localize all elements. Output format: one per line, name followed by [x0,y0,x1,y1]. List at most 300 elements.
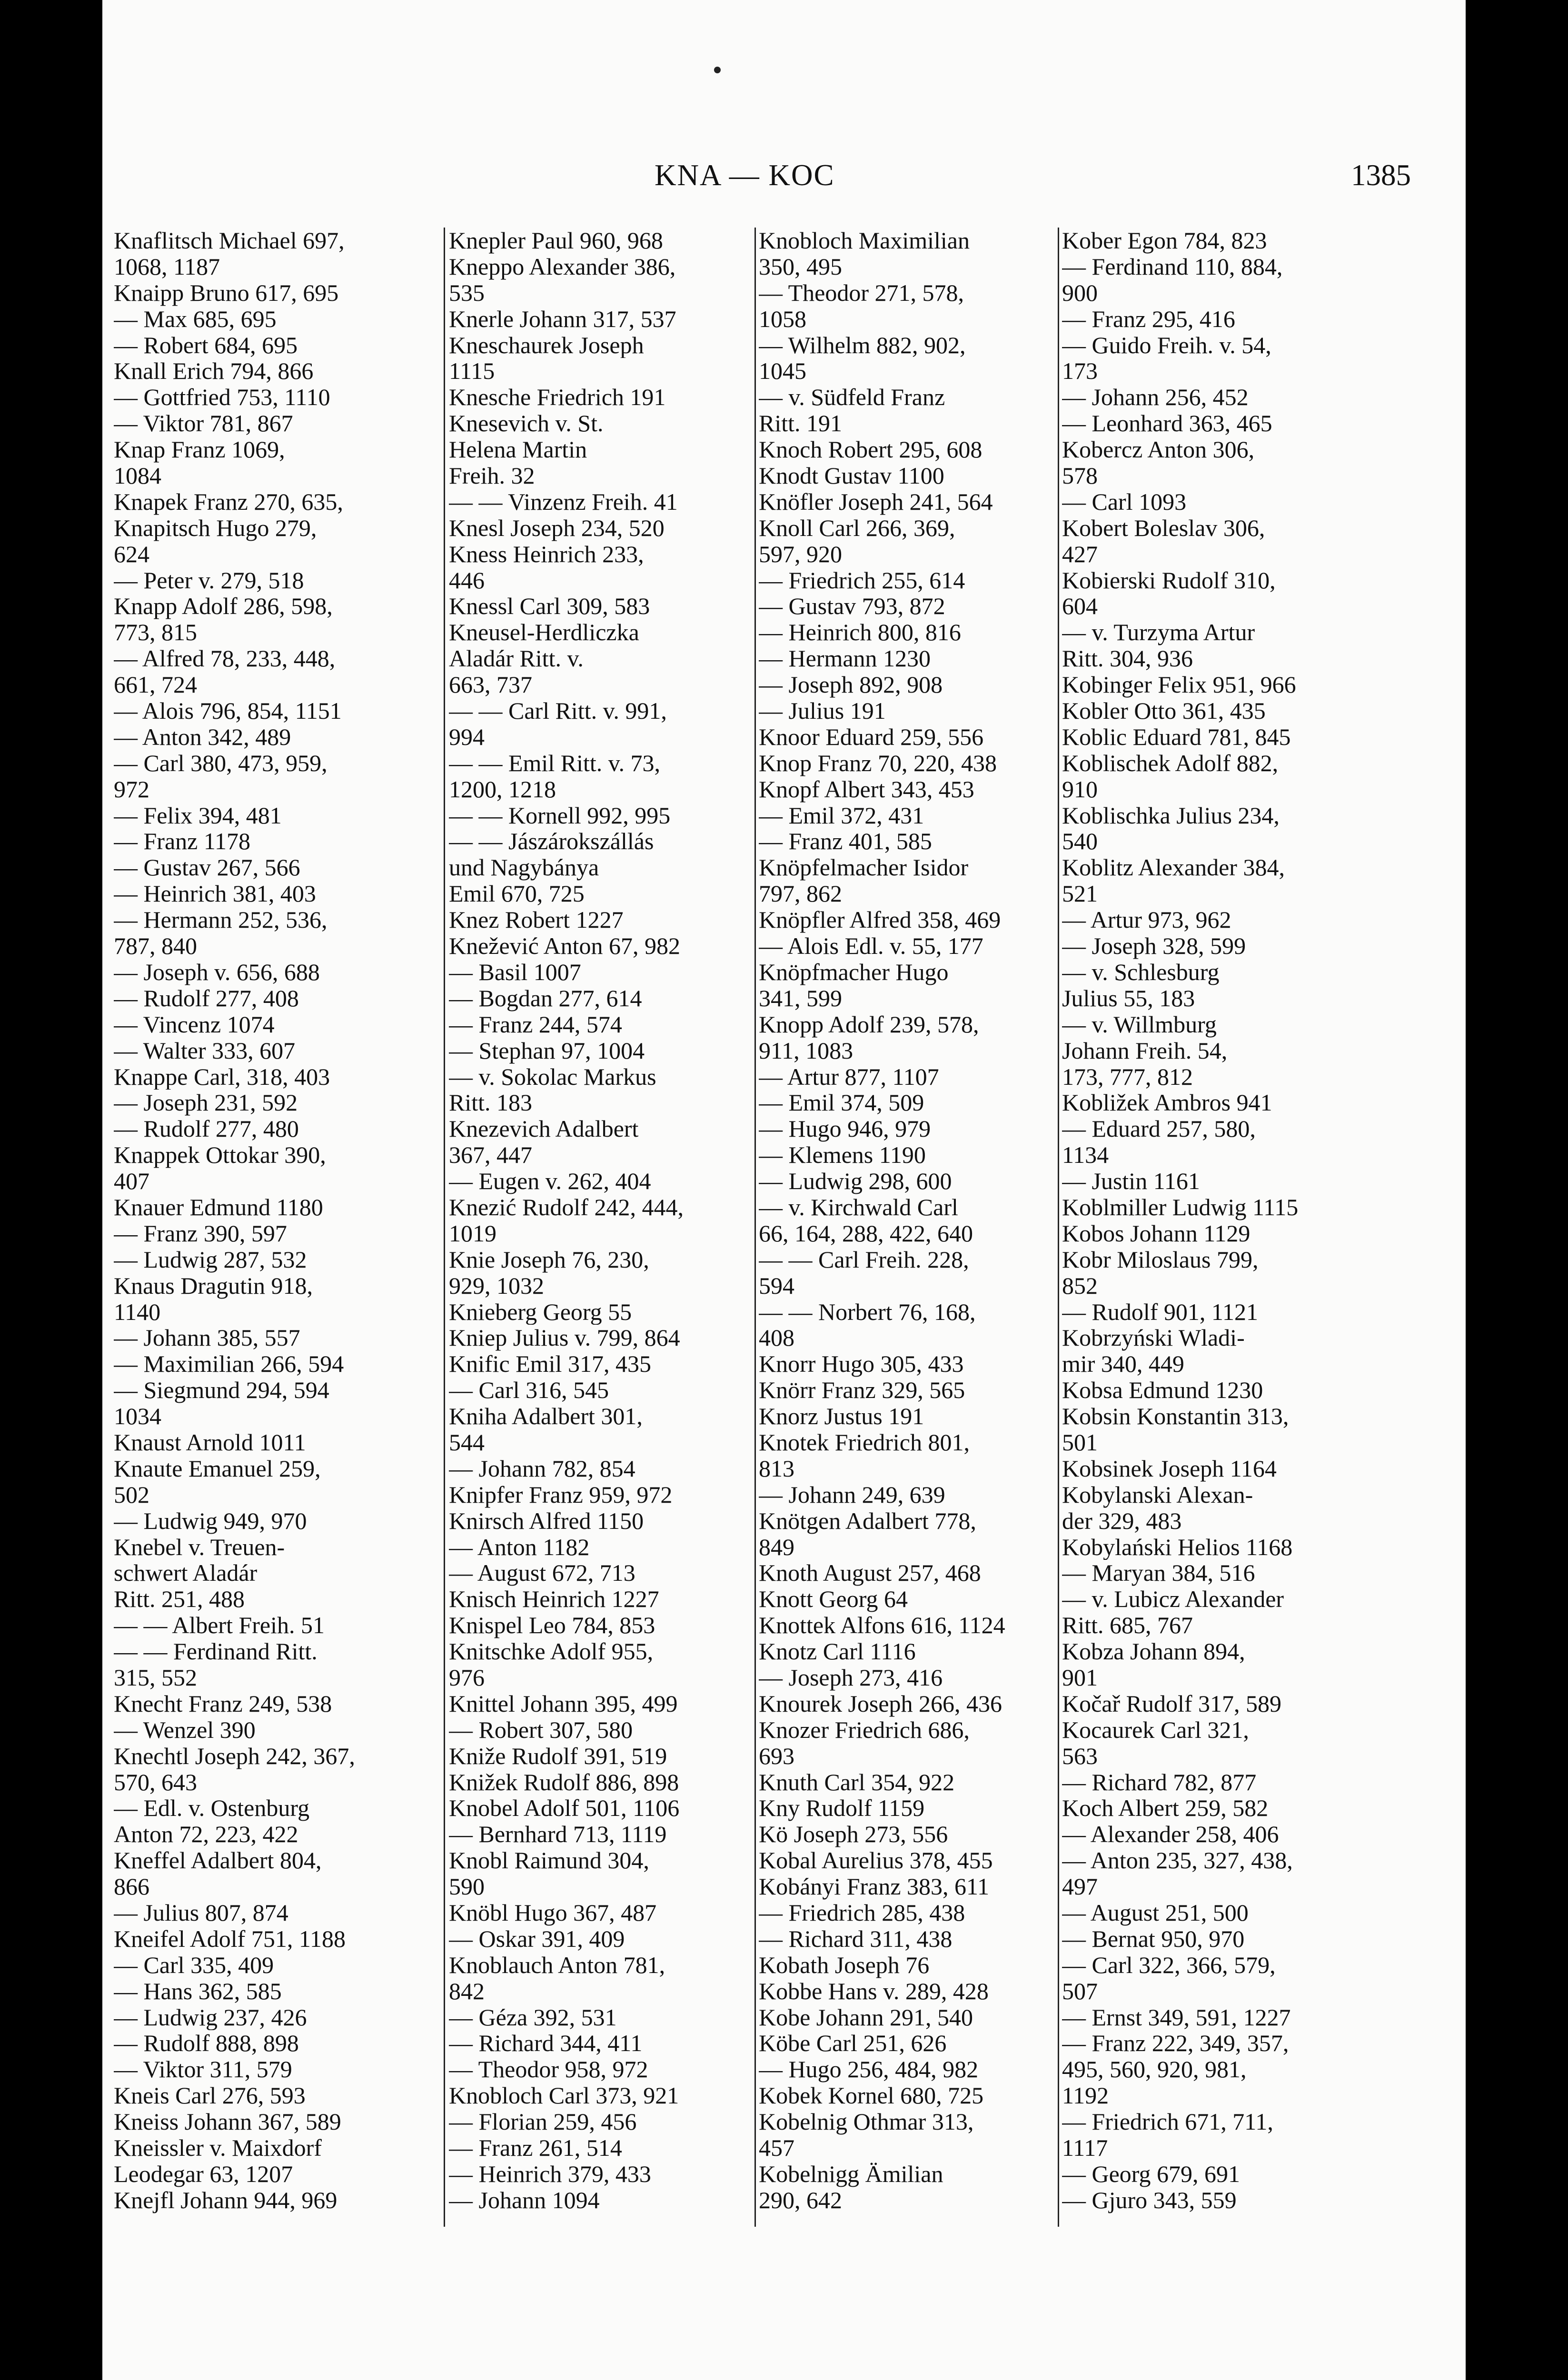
index-entry-line: 540 [1062,828,1098,855]
index-entry-line: 797, 862 [759,881,842,907]
index-entry-line: Knotek Friedrich 801, [759,1429,970,1456]
index-entry-line: — Edl. v. Ostenburg [114,1795,310,1822]
index-entry-line: — Carl 335, 409 [114,1952,274,1978]
index-entry-line: — Gjuro 343, 559 [1062,2187,1237,2213]
index-entry-line: — Wenzel 390 [114,1716,256,1743]
index-entry-line: Knall Erich 794, 866 [114,358,314,385]
index-entry-line: — v. Turzyma Artur [1062,619,1255,646]
index-entry-line: 852 [1062,1272,1098,1299]
index-entry-line: 910 [1062,776,1098,803]
index-entry-line: — Julius 807, 874 [114,1900,288,1926]
index-entry-line: — Alexander 258, 406 [1062,1821,1279,1848]
index-entry-line: Kneschaurek Joseph [449,332,644,358]
index-entry-line: Knappe Carl, 318, 403 [114,1063,330,1090]
index-entry-line: Kobza Johann 894, [1062,1638,1245,1665]
index-entry-line: 578 [1062,463,1098,489]
index-entry-line: Kobsin Konstantin 313, [1062,1403,1289,1429]
index-entry-line: 521 [1062,881,1098,907]
index-entry-line: — Richard 782, 877 [1062,1769,1257,1795]
index-entry-line: — Hugo 946, 979 [759,1116,931,1142]
index-entry-line: — Stephan 97, 1004 [449,1037,645,1064]
index-entry-line: — Franz 401, 585 [759,828,932,855]
index-entry-line: 173, 777, 812 [1062,1063,1193,1090]
index-entry-line: 972 [114,776,149,803]
index-entry-line: 842 [449,1978,485,2004]
index-column-4 [1062,228,1367,2213]
column-divider [754,228,756,2227]
index-entry-line: — Felix 394, 481 [114,802,282,829]
index-entry-line: 66, 164, 288, 422, 640 [759,1220,973,1247]
index-entry-line: Knapp Adolf 286, 598, [114,593,333,620]
index-entry-line: — Friedrich 671, 711, [1062,2109,1273,2135]
index-entry-line: Koblic Eduard 781, 845 [1062,724,1291,750]
index-entry-line: 1084 [114,463,161,489]
index-entry-line: Kobelnigg Ämilian [759,2161,943,2187]
index-entry-line: 900 [1062,279,1098,306]
index-entry-line: Knourek Joseph 266, 436 [759,1690,1002,1717]
index-entry-line: Ritt. 685, 767 [1062,1612,1193,1639]
index-entry-line: Knaipp Bruno 617, 695 [114,279,339,306]
index-entry-line: — Siegmund 294, 594 [114,1377,329,1404]
index-entry-line: Kobbe Hans v. 289, 428 [759,1978,989,2004]
column-divider [1058,228,1059,2227]
index-entry-line: Kočař Rudolf 317, 589 [1062,1690,1282,1717]
index-entry-line: — Julius 191 [759,698,886,724]
index-entry-line: Knezevich Adalbert [449,1116,639,1142]
index-entry-line: — Joseph 231, 592 [114,1090,298,1116]
index-entry-line: 1200, 1218 [449,776,556,803]
index-entry-line: — Alfred 78, 233, 448, [114,645,336,672]
index-entry-line: Kocaurek Carl 321, [1062,1716,1249,1743]
index-entry-line: — Walter 333, 607 [114,1037,296,1064]
index-entry-line: 901 [1062,1664,1098,1691]
index-entry-line: Kobsinek Joseph 1164 [1062,1455,1277,1482]
index-entry-line: Kobal Aurelius 378, 455 [759,1847,993,1874]
index-entry-line: Knozer Friedrich 686, [759,1716,970,1743]
index-entry-line: Knessl Carl 309, 583 [449,593,650,620]
index-entry-line: Anton 72, 223, 422 [114,1821,298,1848]
index-entry-line: — Viktor 781, 867 [114,410,293,437]
index-entry-line: 507 [1062,1978,1098,2004]
index-entry-line: — Johann 256, 452 [1062,384,1249,411]
index-entry-line: Helena Martin [449,436,587,463]
index-entry-line: — Carl 316, 545 [449,1377,609,1404]
index-entry-line: — Robert 684, 695 [114,332,298,358]
index-entry-line: 929, 1032 [449,1272,544,1299]
index-entry-line: — Carl 322, 366, 579, [1062,1952,1276,1978]
index-entry-line: Kobath Joseph 76 [759,1952,930,1978]
index-entry-line: — Heinrich 800, 816 [759,619,961,646]
index-entry-line: 849 [759,1534,794,1560]
index-entry-line: Kobinger Felix 951, 966 [1062,672,1296,698]
index-entry-line: — — Norbert 76, 168, [759,1299,976,1325]
index-entry-line: — Carl 1093 [1062,488,1187,515]
index-entry-line: 624 [114,541,149,567]
index-entry-line: Johann Freih. 54, [1062,1037,1228,1064]
index-entry-line: 290, 642 [759,2187,842,2213]
index-entry-line: — Ludwig 287, 532 [114,1246,307,1273]
index-entry-line: — Oskar 391, 409 [449,1925,625,1952]
index-entry-line: Knörr Franz 329, 565 [759,1377,965,1404]
index-entry-line: schwert Aladár [114,1560,258,1587]
index-entry-line: 604 [1062,593,1098,620]
index-entry-line: — Theodor 271, 578, [759,279,964,306]
index-entry-line: Knipfer Franz 959, 972 [449,1481,673,1508]
index-entry-line: Knecht Franz 249, 538 [114,1690,332,1717]
index-entry-line: — v. Kirchwald Carl [759,1194,958,1220]
index-entry-line: Knopp Adolf 239, 578, [759,1011,979,1038]
index-entry-line: 427 [1062,541,1098,567]
index-entry-line: — Johann 1094 [449,2187,600,2213]
index-entry-line: — Richard 344, 411 [449,2030,643,2057]
index-entry-line: — v. Lubicz Alexander [1062,1586,1284,1613]
index-entry-line: — August 251, 500 [1062,1900,1249,1926]
index-entry-line: 570, 643 [114,1769,197,1795]
index-entry-line: Knepler Paul 960, 968 [449,228,663,254]
index-entry-line: — Basil 1007 [449,959,581,985]
index-entry-line: Kobek Kornel 680, 725 [759,2082,984,2109]
index-entry-line: — Heinrich 381, 403 [114,881,316,907]
index-entry-line: — Justin 1161 [1062,1168,1200,1194]
index-entry-line: 502 [114,1481,149,1508]
index-entry-line: Knoth August 257, 468 [759,1560,981,1587]
index-entry-line: Knieberg Georg 55 [449,1299,632,1325]
index-entry-line: Kobylanski Alexan- [1062,1481,1253,1508]
index-entry-line: Aladár Ritt. v. [449,645,584,672]
index-entry-line: Knöpfmacher Hugo [759,959,949,985]
index-entry-line: Knauer Edmund 1180 [114,1194,323,1220]
index-entry-line: 594 [759,1272,794,1299]
index-entry-line: Kobe Johann 291, 540 [759,2004,973,2031]
index-entry-line: 663, 737 [449,672,532,698]
index-entry-line: — Wilhelm 882, 902, [759,332,966,358]
index-entry-line: 1045 [759,358,806,385]
page-title: KNA — KOC [655,159,835,192]
page-number: 1385 [1351,159,1411,192]
index-entry-line: 495, 560, 920, 981, [1062,2056,1247,2083]
index-entry-line: Koblischka Julius 234, [1062,802,1280,829]
index-entry-line: 173 [1062,358,1098,385]
ink-speck [714,67,721,73]
index-entry-line: Kneusel-Herdliczka [449,619,639,646]
index-entry-line: — Artur 973, 962 [1062,907,1231,933]
index-entry-line: — — Albert Freih. 51 [114,1612,325,1639]
index-entry-line: 407 [114,1168,149,1194]
index-entry-line: — Joseph 328, 599 [1062,933,1246,959]
index-entry-line: Kobsa Edmund 1230 [1062,1377,1263,1404]
index-entry-line: — — Kornell 992, 995 [449,802,671,829]
index-entry-line: Kobierski Rudolf 310, [1062,567,1276,594]
index-entry-line: 341, 599 [759,985,842,1012]
index-entry-line: Knodt Gustav 1100 [759,463,944,489]
index-entry-line: 911, 1083 [759,1037,853,1064]
index-entry-line: — Klemens 1190 [759,1142,926,1169]
index-entry-line: Knebel v. Treuen- [114,1534,285,1560]
index-entry-line: — Hermann 252, 536, [114,907,327,933]
index-entry-line: — Emil 374, 509 [759,1090,924,1116]
index-entry-line: 1058 [759,306,806,332]
index-entry-line: Knorz Justus 191 [759,1403,924,1429]
index-entry-line: Knitschke Adolf 955, [449,1638,654,1665]
index-entry-line: 661, 724 [114,672,197,698]
index-entry-line: 787, 840 [114,933,197,959]
index-entry-line: Kness Heinrich 233, [449,541,644,567]
index-entry-line: 866 [114,1874,149,1900]
index-entry-line: Knoch Robert 295, 608 [759,436,982,463]
page-header [102,156,1466,194]
index-entry-line: Knerle Johann 317, 537 [449,306,676,332]
index-entry-line: Knop Franz 70, 220, 438 [759,750,997,776]
index-entry-line: — Maximilian 266, 594 [114,1351,344,1378]
index-entry-line: 408 [759,1325,794,1351]
index-entry-line: — Rudolf 901, 1121 [1062,1299,1259,1325]
index-entry-line: — Eugen v. 262, 404 [449,1168,651,1194]
index-entry-line: Köbe Carl 251, 626 [759,2030,947,2057]
index-entry-line: — Richard 311, 438 [759,1925,953,1952]
index-entry-line: Knobl Raimund 304, [449,1847,649,1874]
index-entry-line: 446 [449,567,485,594]
index-entry-line: Kneppo Alexander 386, [449,253,676,280]
index-entry-line: Koblischek Adolf 882, [1062,750,1279,776]
index-entry-line: — Max 685, 695 [114,306,277,332]
index-entry-line: 590 [449,1874,485,1900]
index-entry-line: der 329, 483 [1062,1507,1182,1534]
index-entry-line: Knotz Carl 1116 [759,1638,916,1665]
index-entry-line: Kobos Johann 1129 [1062,1220,1250,1247]
index-entry-line: — Friedrich 285, 438 [759,1900,965,1926]
index-entry-line: Kobányi Franz 383, 611 [759,1874,990,1900]
index-entry-line: — Franz 295, 416 [1062,306,1235,332]
index-entry-line: Kneissler v. Maixdorf [114,2135,322,2161]
index-entry-line: 1192 [1062,2082,1109,2109]
index-entry-line: Kobrzyński Wladi- [1062,1325,1245,1351]
index-entry-line: — Johann 249, 639 [759,1481,945,1508]
index-entry-line: — Anton 342, 489 [114,724,291,750]
index-entry-line: — Géza 392, 531 [449,2004,617,2031]
index-entry-line: — Franz 222, 349, 357, [1062,2030,1289,2057]
index-entry-line: 597, 920 [759,541,842,567]
index-entry-line: — Artur 877, 1107 [759,1063,939,1090]
index-entry-line: Koblmiller Ludwig 1115 [1062,1194,1299,1220]
index-entry-line: — Hans 362, 585 [114,1978,282,2004]
index-entry-line: — Gottfried 753, 1110 [114,384,330,411]
index-entry-line: Knapek Franz 270, 635, [114,488,343,515]
index-entry-line: 1034 [114,1403,161,1429]
index-entry-line: — Ernst 349, 591, 1227 [1062,2004,1291,2031]
index-entry-line: Kniha Adalbert 301, [449,1403,643,1429]
index-entry-line: Koblitz Alexander 384, [1062,854,1285,881]
index-entry-line: Kneffel Adalbert 804, [114,1847,322,1874]
index-entry-line: Knechtl Joseph 242, 367, [114,1743,355,1769]
index-column-2 [449,228,754,2213]
index-entry-line: — Bogdan 277, 614 [449,985,642,1012]
index-entry-line: 1140 [114,1299,161,1325]
index-entry-line: — Ludwig 237, 426 [114,2004,307,2031]
index-entry-line: Kö Joseph 273, 556 [759,1821,948,1848]
index-entry-line: Koch Albert 259, 582 [1062,1795,1269,1822]
index-entry-line: Knuth Carl 354, 922 [759,1769,955,1795]
index-entry-line: — Viktor 311, 579 [114,2056,292,2083]
index-column-1 [114,228,418,2213]
index-entry-line: 544 [449,1429,485,1456]
index-entry-line: Emil 670, 725 [449,881,585,907]
index-entry-line: — — Ferdinand Ritt. [114,1638,318,1665]
index-entry-line: Knöbl Hugo 367, 487 [449,1900,657,1926]
index-entry-line: — Franz 244, 574 [449,1011,622,1038]
index-entry-line: Knöpfler Alfred 358, 469 [759,907,1001,933]
index-entry-line: — — Jászárokszállás [449,828,654,855]
index-entry-line: — — Carl Freih. 228, [759,1246,969,1273]
index-entry-line: — — Vinzenz Freih. 41 [449,488,678,515]
book-page [102,0,1466,2380]
index-entry-line: — Theodor 958, 972 [449,2056,648,2083]
index-entry-line: Knappek Ottokar 390, [114,1142,326,1169]
index-entry-line: — Georg 679, 691 [1062,2161,1241,2187]
index-entry-line: Knottek Alfons 616, 1124 [759,1612,1005,1639]
index-entry-line: Knorr Hugo 305, 433 [759,1351,964,1378]
index-entry-line: — Hermann 1230 [759,645,931,672]
index-entry-line: 1068, 1187 [114,253,220,280]
index-entry-line: Knöfler Joseph 241, 564 [759,488,993,515]
index-entry-line: Knific Emil 317, 435 [449,1351,651,1378]
index-entry-line: — — Carl Ritt. v. 991, [449,698,667,724]
index-entry-line: Kniže Rudolf 391, 519 [449,1743,667,1769]
index-entry-line: 976 [449,1664,485,1691]
index-entry-line: — Robert 307, 580 [449,1716,633,1743]
index-entry-line: Knižek Rudolf 886, 898 [449,1769,679,1795]
index-entry-line: Knezić Rudolf 242, 444, [449,1194,684,1220]
index-entry-line: Knoll Carl 266, 369, [759,515,955,541]
column-divider [444,228,445,2227]
index-entry-line: 535 [449,279,485,306]
index-entry-line: — Gustav 793, 872 [759,593,945,620]
index-entry-line: — Gustav 267, 566 [114,854,300,881]
index-entry-line: — August 672, 713 [449,1560,635,1587]
index-entry-line: — Vincenz 1074 [114,1011,275,1038]
index-entry-line: Knaflitsch Michael 697, [114,228,345,254]
index-entry-line: — Hugo 256, 484, 982 [759,2056,979,2083]
index-entry-line: — v. Schlesburg [1062,959,1220,985]
index-entry-line: Knesl Joseph 234, 520 [449,515,665,541]
index-entry-line: — Bernat 950, 970 [1062,1925,1245,1952]
index-entry-line: — Rudolf 888, 898 [114,2030,299,2057]
index-entry-line: 563 [1062,1743,1098,1769]
index-entry-line: Leodegar 63, 1207 [114,2161,293,2187]
index-entry-line: Knie Joseph 76, 230, [449,1246,649,1273]
index-entry-line: Kny Rudolf 1159 [759,1795,925,1822]
index-entry-line: Kobercz Anton 306, [1062,436,1255,463]
index-entry-line: — Franz 261, 514 [449,2135,622,2161]
index-entry-line: Kobler Otto 361, 435 [1062,698,1266,724]
index-entry-line: — Anton 1182 [449,1534,590,1560]
index-entry-line: Ritt. 191 [759,410,843,437]
index-entry-line: — Joseph v. 656, 688 [114,959,320,985]
index-entry-line: — v. Willmburg [1062,1011,1217,1038]
index-entry-line: Knežević Anton 67, 982 [449,933,681,959]
index-entry-line: 1134 [1062,1142,1109,1169]
index-entry-line: — Joseph 273, 416 [759,1664,943,1691]
index-entry-line: — Joseph 892, 908 [759,672,943,698]
index-entry-line: Knaust Arnold 1011 [114,1429,306,1456]
index-entry-line: — Emil 372, 431 [759,802,924,829]
index-entry-line: — Franz 390, 597 [114,1220,287,1247]
index-entry-line: Knobel Adolf 501, 1106 [449,1795,680,1822]
index-entry-line: — Bernhard 713, 1119 [449,1821,667,1848]
index-entry-line: Knopf Albert 343, 453 [759,776,974,803]
index-entry-line: Knaus Dragutin 918, [114,1272,313,1299]
index-entry-line: Kobelnig Othmar 313, [759,2109,974,2135]
index-entry-line: — Ludwig 949, 970 [114,1507,307,1534]
index-entry-line: Knesche Friedrich 191 [449,384,666,411]
index-entry-line: — Friedrich 255, 614 [759,567,965,594]
index-entry-line: Knez Robert 1227 [449,907,624,933]
index-entry-line: Knesevich v. St. [449,410,604,437]
index-entry-line: Ritt. 304, 936 [1062,645,1193,672]
index-entry-line: 813 [759,1455,794,1482]
index-entry-line: Knobloch Maximilian [759,228,970,254]
index-entry-line: — Rudolf 277, 480 [114,1116,299,1142]
index-entry-line: — Carl 380, 473, 959, [114,750,327,776]
index-entry-line: — Peter v. 279, 518 [114,567,304,594]
index-entry-line: — Franz 1178 [114,828,250,855]
index-entry-line: — Eduard 257, 580, [1062,1116,1256,1142]
index-entry-line: Kobližek Ambros 941 [1062,1090,1272,1116]
index-entry-line: Kneiss Johann 367, 589 [114,2109,341,2135]
index-entry-line: 367, 447 [449,1142,532,1169]
index-entry-line: 1115 [449,358,495,385]
index-entry-line: — Ferdinand 110, 884, [1062,253,1283,280]
index-entry-line: — v. Südfeld Franz [759,384,945,411]
index-entry-line: Knott Georg 64 [759,1586,908,1613]
index-entry-line: 994 [449,724,485,750]
index-entry-line: mir 340, 449 [1062,1351,1184,1378]
index-entry-line: Knirsch Alfred 1150 [449,1507,644,1534]
index-entry-line: Kobylański Helios 1168 [1062,1534,1293,1560]
index-entry-line: Knobloch Carl 373, 921 [449,2082,679,2109]
index-entry-line: Knoor Eduard 259, 556 [759,724,984,750]
index-entry-line: Kobr Miloslaus 799, [1062,1246,1259,1273]
index-entry-line: Kober Egon 784, 823 [1062,228,1267,254]
index-entry-line: 773, 815 [114,619,197,646]
index-entry-line: — Leonhard 363, 465 [1062,410,1272,437]
index-entry-line: — Rudolf 277, 408 [114,985,299,1012]
index-column-3 [759,228,1063,2213]
index-entry-line: Kobert Boleslav 306, [1062,515,1265,541]
index-entry-line: Knap Franz 1069, [114,436,285,463]
index-entry-line: — — Emil Ritt. v. 73, [449,750,660,776]
index-entry-line: — Johann 782, 854 [449,1455,635,1482]
index-entry-line: Knispel Leo 784, 853 [449,1612,655,1639]
index-entry-line: — v. Sokolac Markus [449,1063,656,1090]
index-entry-line: Knötgen Adalbert 778, [759,1507,976,1534]
index-entry-line: — Anton 235, 327, 438, [1062,1847,1293,1874]
index-entry-line: 693 [759,1743,794,1769]
index-entry-line: Ritt. 183 [449,1090,533,1116]
index-entry-line: Ritt. 251, 488 [114,1586,245,1613]
index-entry-line: Kneifel Adolf 751, 1188 [114,1925,346,1952]
index-entry-line: — Johann 385, 557 [114,1325,300,1351]
index-entry-line: Knisch Heinrich 1227 [449,1586,659,1613]
index-entry-line: — Maryan 384, 516 [1062,1560,1255,1587]
index-entry-line: Knöpfelmacher Isidor [759,854,969,881]
index-entry-line: — Guido Freih. v. 54, [1062,332,1271,358]
index-entry-line: 457 [759,2135,794,2161]
index-entry-line: 1117 [1062,2135,1108,2161]
index-entry-line: 1019 [449,1220,496,1247]
index-entry-line: — Alois Edl. v. 55, 177 [759,933,983,959]
index-entry-line: 315, 552 [114,1664,197,1691]
index-entry-line: — Alois 796, 854, 1151 [114,698,342,724]
